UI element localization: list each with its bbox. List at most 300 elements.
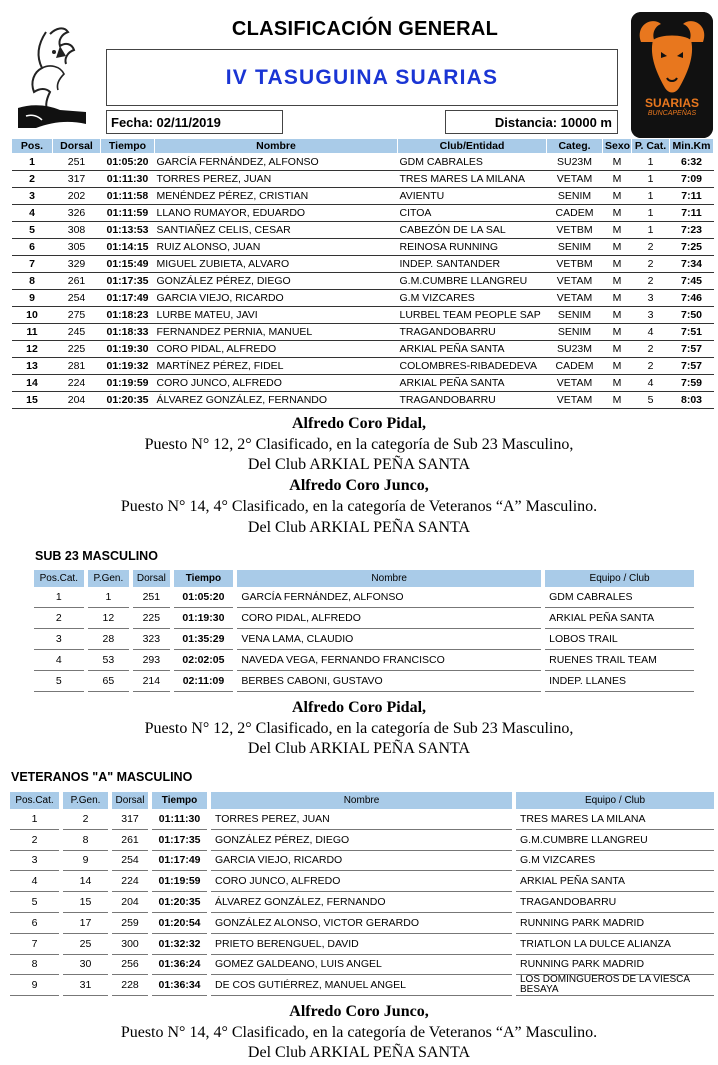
table-cell: 3 [632,290,670,307]
athlete-name: Alfredo Coro Junco, [289,1003,429,1020]
table-row [12,222,714,239]
table-row [12,239,714,256]
table-cell: M [603,205,632,222]
highlight-note [0,414,718,538]
table-cell: M [603,188,632,205]
table-cell: 3 [12,188,53,205]
table-cell: VENA LAMA, CLAUDIO [237,629,541,650]
table-cell: 3 [34,629,84,650]
column-header: Tiempo [101,139,155,154]
column-header: Tiempo [152,792,207,809]
table-cell: 14 [12,375,53,392]
table-row [12,307,714,324]
table-cell: ÁLVAREZ GONZÁLEZ, FERNANDO [155,392,398,409]
category-title: VETERANOS "A" MASCULINO [11,770,193,784]
column-header: Equipo / Club [545,570,694,587]
table-cell: 7:11 [670,188,714,205]
table-row [10,851,714,872]
table-cell: M [603,358,632,375]
table-cell: 01:17:49 [152,851,207,872]
dragon-logo-icon [16,12,94,134]
table-cell: 25 [63,934,108,955]
table-cell: BERBES CABONI, GUSTAVO [237,671,541,692]
table-cell: 01:15:49 [101,256,155,273]
suarias-logo [631,12,713,138]
table-cell: 261 [112,830,148,851]
table-cell: M [603,273,632,290]
column-header: Pos.Cat. [10,792,59,809]
goat-head-icon [631,12,713,138]
table-cell: 01:36:34 [152,975,207,996]
table-cell: SENIM [547,188,603,205]
column-header: P.Gen. [63,792,108,809]
table-cell: M [603,324,632,341]
event-title-box [106,49,618,106]
table-cell: 256 [112,955,148,976]
column-header: Nombre [155,139,398,154]
table-cell: 6:32 [670,154,714,171]
table-cell: 6 [10,913,59,934]
table-cell: 11 [12,324,53,341]
table-cell: VETAM [547,273,603,290]
table-cell: GARCIA VIEJO, RICARDO [211,851,512,872]
table-cell: CITOA [398,205,547,222]
column-header: Club/Entidad [398,139,547,154]
table-cell: 01:05:20 [174,587,234,608]
table-cell: 12 [88,608,130,629]
table-cell: VETAM [547,290,603,307]
table-row [34,650,694,671]
table-cell: TRAGANDOBARRU [516,892,714,913]
table-row [10,975,714,996]
table-row [10,934,714,955]
table-cell: SU23M [547,341,603,358]
table-cell: 2 [632,358,670,375]
note-line: Del Club ARKIAL PEÑA SANTA [247,518,471,536]
note-line: Puesto N° 14, 4° Clasificado, en la categoría de Veteranos “A” Masculino. [120,497,598,515]
table-cell: 01:19:30 [174,608,234,629]
table-cell: 204 [112,892,148,913]
table-cell: 326 [53,205,101,222]
table-cell: 10 [12,307,53,324]
table-header [10,792,714,809]
note-line: Puesto N° 12, 2° Clasificado, en la categoría de Sub 23 Masculino, [144,719,574,737]
table-cell: VETBM [547,222,603,239]
column-header: Min.Km [670,139,714,154]
table-cell: GARCÍA FERNÁNDEZ, ALFONSO [237,587,541,608]
table-cell: 01:11:58 [101,188,155,205]
table-cell: 293 [133,650,169,671]
table-cell: CABEZÓN DE LA SAL [398,222,547,239]
table-cell: 28 [88,629,130,650]
table-cell: 300 [112,934,148,955]
table-cell: 30 [63,955,108,976]
table-cell: 7:11 [670,205,714,222]
table-cell: 9 [63,851,108,872]
table-cell: TORRES PEREZ, JUAN [211,809,512,830]
table-cell: ARKIAL PEÑA SANTA [545,608,694,629]
logo-brand-text: SUARIAS [644,96,699,110]
athlete-name: Alfredo Coro Pidal, [291,699,427,716]
table-row [12,392,714,409]
table-cell: 228 [112,975,148,996]
column-header: P.Gen. [88,570,130,587]
column-header: Nombre [211,792,512,809]
table-cell: LOBOS TRAIL [545,629,694,650]
table-cell: TRAGANDOBARRU [398,392,547,409]
table-cell: ÁLVAREZ GONZÁLEZ, FERNANDO [211,892,512,913]
table-row [12,324,714,341]
table-cell: M [603,375,632,392]
table-row [12,154,714,171]
table-cell: 01:20:35 [101,392,155,409]
table-cell: 9 [12,290,53,307]
table-cell: 12 [12,341,53,358]
table-cell: 1 [632,171,670,188]
table-cell: 1 [88,587,130,608]
table-cell: GONZÁLEZ PÉREZ, DIEGO [155,273,398,290]
table-cell: 01:18:33 [101,324,155,341]
table-cell: 01:17:35 [101,273,155,290]
table-cell: 01:17:35 [152,830,207,851]
table-cell: TRES MARES LA MILANA [516,809,714,830]
table-cell: 53 [88,650,130,671]
table-row [34,587,694,608]
table-cell: 8 [63,830,108,851]
table-cell: 01:20:54 [152,913,207,934]
table-cell: 275 [53,307,101,324]
table-row [12,290,714,307]
table-cell: 6 [12,239,53,256]
table-row [12,256,714,273]
table-cell: 01:32:32 [152,934,207,955]
table-cell: LLANO RUMAYOR, EDUARDO [155,205,398,222]
table-cell: ARKIAL PEÑA SANTA [398,375,547,392]
table-row [12,375,714,392]
column-header: Nombre [237,570,541,587]
table-cell: M [603,171,632,188]
table-cell: GONZÁLEZ PÉREZ, DIEGO [211,830,512,851]
note-line: Puesto N° 12, 2° Clasificado, en la categoría de Sub 23 Masculino, [144,435,574,453]
table-cell: AVIENTU [398,188,547,205]
column-header: Pos. [12,139,53,154]
table-cell: 13 [12,358,53,375]
table-cell: 202 [53,188,101,205]
table-cell: TRES MARES LA MILANA [398,171,547,188]
table-cell: 01:19:59 [152,871,207,892]
table-cell: 4 [10,871,59,892]
note-line: Del Club ARKIAL PEÑA SANTA [247,740,471,758]
table-cell: 2 [632,239,670,256]
table-cell: RUNNING PARK MADRID [516,913,714,934]
table-cell: 8 [10,955,59,976]
table-cell: 7:34 [670,256,714,273]
table-cell: CADEM [547,358,603,375]
table-cell: INDEP. SANTANDER [398,256,547,273]
category-title: SUB 23 MASCULINO [35,549,158,563]
table-cell: CORO JUNCO, ALFREDO [211,871,512,892]
highlight-note [0,1002,718,1064]
table-cell: 2 [632,256,670,273]
column-header: Categ. [547,139,603,154]
table-cell: M [603,256,632,273]
table-cell: 1 [632,222,670,239]
table-cell: CADEM [547,205,603,222]
table-cell: 214 [133,671,169,692]
table-cell: 254 [53,290,101,307]
table-cell: 15 [12,392,53,409]
table-cell: 01:19:32 [101,358,155,375]
table-cell: M [603,392,632,409]
table-row [10,955,714,976]
table-row [12,171,714,188]
table-cell: 317 [53,171,101,188]
table-cell: 4 [34,650,84,671]
table-cell: VETAM [547,171,603,188]
table-cell: 8:03 [670,392,714,409]
table-cell: GDM CABRALES [398,154,547,171]
column-header: Tiempo [174,570,234,587]
table-cell: FERNANDEZ PERNIA, MANUEL [155,324,398,341]
table-row [10,892,714,913]
table-cell: 01:35:29 [174,629,234,650]
table-cell: TRAGANDOBARRU [398,324,547,341]
table-cell: ARKIAL PEÑA SANTA [516,871,714,892]
table-cell: 251 [133,587,169,608]
athlete-name: Alfredo Coro Pidal, [291,415,427,432]
table-cell: CORO PIDAL, ALFREDO [237,608,541,629]
table-cell: 5 [12,222,53,239]
table-cell: RUIZ ALONSO, JUAN [155,239,398,256]
table-cell: 323 [133,629,169,650]
note-line: Puesto N° 14, 4° Clasificado, en la categoría de Veteranos “A” Masculino. [120,1023,598,1041]
table-header [34,570,694,587]
table-cell: 4 [12,205,53,222]
table-cell: 329 [53,256,101,273]
table-row [10,871,714,892]
page-title: CLASIFICACIÓN GENERAL [231,18,499,40]
table-cell: 01:18:23 [101,307,155,324]
table-cell: 254 [112,851,148,872]
table-row [34,608,694,629]
table-cell: 1 [10,809,59,830]
table-cell: 5 [632,392,670,409]
table-row [12,205,714,222]
table-cell: 4 [632,324,670,341]
table-cell: 224 [112,871,148,892]
table-cell: 7 [10,934,59,955]
note-line: Del Club ARKIAL PEÑA SANTA [247,1044,471,1062]
column-header: Dorsal [53,139,101,154]
table-cell: CORO JUNCO, ALFREDO [155,375,398,392]
table-cell: 7 [12,256,53,273]
column-header: P. Cat. [632,139,670,154]
table-cell: 2 [34,608,84,629]
column-header: Sexo [603,139,632,154]
table-cell: GARCÍA FERNÁNDEZ, ALFONSO [155,154,398,171]
table-cell: 2 [63,809,108,830]
table-cell: 7:09 [670,171,714,188]
table-cell: 1 [632,188,670,205]
table-cell: 31 [63,975,108,996]
table-row [12,188,714,205]
table-cell: 225 [53,341,101,358]
column-header: Dorsal [112,792,148,809]
table-cell: 204 [53,392,101,409]
table-cell: PRIETO BERENGUEL, DAVID [211,934,512,955]
column-header: Dorsal [133,570,169,587]
table-cell: G.M.CUMBRE LLANGREU [516,830,714,851]
table-cell: 7:59 [670,375,714,392]
table-cell: 8 [12,273,53,290]
table-cell: 7:23 [670,222,714,239]
table-cell: 7:25 [670,239,714,256]
table-cell: MENÉNDEZ PÉREZ, CRISTIAN [155,188,398,205]
table-cell: COLOMBRES-RIBADEDEVA [398,358,547,375]
table-cell: 1 [632,154,670,171]
table-cell: SENIM [547,307,603,324]
table-row [12,273,714,290]
note-line: Del Club ARKIAL PEÑA SANTA [247,456,471,474]
table-cell: 7:50 [670,307,714,324]
table-cell: MIGUEL ZUBIETA, ALVARO [155,256,398,273]
table-cell: LURBE MATEU, JAVI [155,307,398,324]
table-cell: GONZÁLEZ ALONSO, VICTOR GERARDO [211,913,512,934]
table-row [10,809,714,830]
table-cell: M [603,307,632,324]
table-cell: 02:11:09 [174,671,234,692]
table-cell: 15 [63,892,108,913]
table-cell: 7:45 [670,273,714,290]
table-cell: G.M.CUMBRE LLANGREU [398,273,547,290]
table-cell: 5 [10,892,59,913]
table-cell: 317 [112,809,148,830]
table-cell: 01:14:15 [101,239,155,256]
table-cell: 7:51 [670,324,714,341]
table-row [10,913,714,934]
table-cell: 01:05:20 [101,154,155,171]
table-cell: RUNNING PARK MADRID [516,955,714,976]
table-cell: VETAM [547,375,603,392]
table-cell: LOS DOMINGUEROS DE LA VIESCA BESAYA [516,975,714,996]
date-label: Fecha: 02/11/2019 [106,110,283,134]
table-cell: 5 [34,671,84,692]
table-cell: RUENES TRAIL TEAM [545,650,694,671]
table-cell: 305 [53,239,101,256]
table-cell: 4 [632,375,670,392]
table-cell: 14 [63,871,108,892]
table-cell: GOMEZ GALDEANO, LUIS ANGEL [211,955,512,976]
table-cell: CORO PIDAL, ALFREDO [155,341,398,358]
table-cell: M [603,154,632,171]
table-cell: INDEP. LLANES [545,671,694,692]
table-cell: 3 [632,307,670,324]
table-cell: M [603,239,632,256]
table-cell: 1 [12,154,53,171]
table-cell: DE COS GUTIÉRREZ, MANUEL ANGEL [211,975,512,996]
column-header: Pos.Cat. [34,570,84,587]
table-row [10,830,714,851]
table-cell: 01:36:24 [152,955,207,976]
table-cell: 261 [53,273,101,290]
table-cell: 1 [34,587,84,608]
table-cell: ARKIAL PEÑA SANTA [398,341,547,358]
table-cell: 17 [63,913,108,934]
table-cell: 9 [10,975,59,996]
logo-brand-subtext: BUNCAPEÑAS [647,110,697,117]
table-cell: 225 [133,608,169,629]
table-cell: 2 [632,341,670,358]
table-cell: 2 [632,273,670,290]
table-cell: TORRES PEREZ, JUAN [155,171,398,188]
table-cell: VETAM [547,392,603,409]
table-cell: G.M VIZCARES [516,851,714,872]
highlight-note [0,698,718,760]
table-cell: 01:19:30 [101,341,155,358]
table-cell: 01:11:59 [101,205,155,222]
table-row [34,629,694,650]
table-cell: LURBEL TEAM PEOPLE SAP [398,307,547,324]
table-cell: 1 [632,205,670,222]
table-cell: 3 [10,851,59,872]
table-cell: NAVEDA VEGA, FERNANDO FRANCISCO [237,650,541,671]
table-cell: 259 [112,913,148,934]
table-cell: 7:46 [670,290,714,307]
general-classification-table [11,138,714,409]
table-cell: TRIATLON LA DULCE ALIANZA [516,934,714,955]
table-cell: G.M VIZCARES [398,290,547,307]
table-cell: M [603,222,632,239]
table-cell: 281 [53,358,101,375]
sub23-table [30,570,698,692]
athlete-name: Alfredo Coro Junco, [289,477,429,495]
table-cell: 01:20:35 [152,892,207,913]
table-header [12,139,714,154]
table-cell: 01:19:59 [101,375,155,392]
table-cell: 01:11:30 [152,809,207,830]
column-header: Equipo / Club [516,792,714,809]
table-cell: 01:11:30 [101,171,155,188]
table-cell: 01:13:53 [101,222,155,239]
table-cell: SU23M [547,154,603,171]
table-cell: REINOSA RUNNING [398,239,547,256]
table-cell: MARTÍNEZ PÉREZ, FIDEL [155,358,398,375]
table-cell: 224 [53,375,101,392]
table-cell: GARCIA VIEJO, RICARDO [155,290,398,307]
distance-label: Distancia: 10000 m [445,110,618,134]
table-cell: 02:02:05 [174,650,234,671]
table-row [12,358,714,375]
table-cell: 7:57 [670,358,714,375]
table-cell: VETBM [547,256,603,273]
table-cell: 308 [53,222,101,239]
table-cell: SANTIAÑEZ CELIS, CESAR [155,222,398,239]
table-cell: GDM CABRALES [545,587,694,608]
table-cell: SENIM [547,324,603,341]
table-cell: 01:17:49 [101,290,155,307]
table-cell: 65 [88,671,130,692]
table-row [12,341,714,358]
event-title: IV TASUGUINA SUARIAS [225,66,499,89]
table-cell: 2 [10,830,59,851]
table-cell: 7:57 [670,341,714,358]
table-cell: M [603,341,632,358]
table-cell: M [603,290,632,307]
table-cell: SENIM [547,239,603,256]
table-cell: 245 [53,324,101,341]
table-row [34,671,694,692]
table-cell: 251 [53,154,101,171]
